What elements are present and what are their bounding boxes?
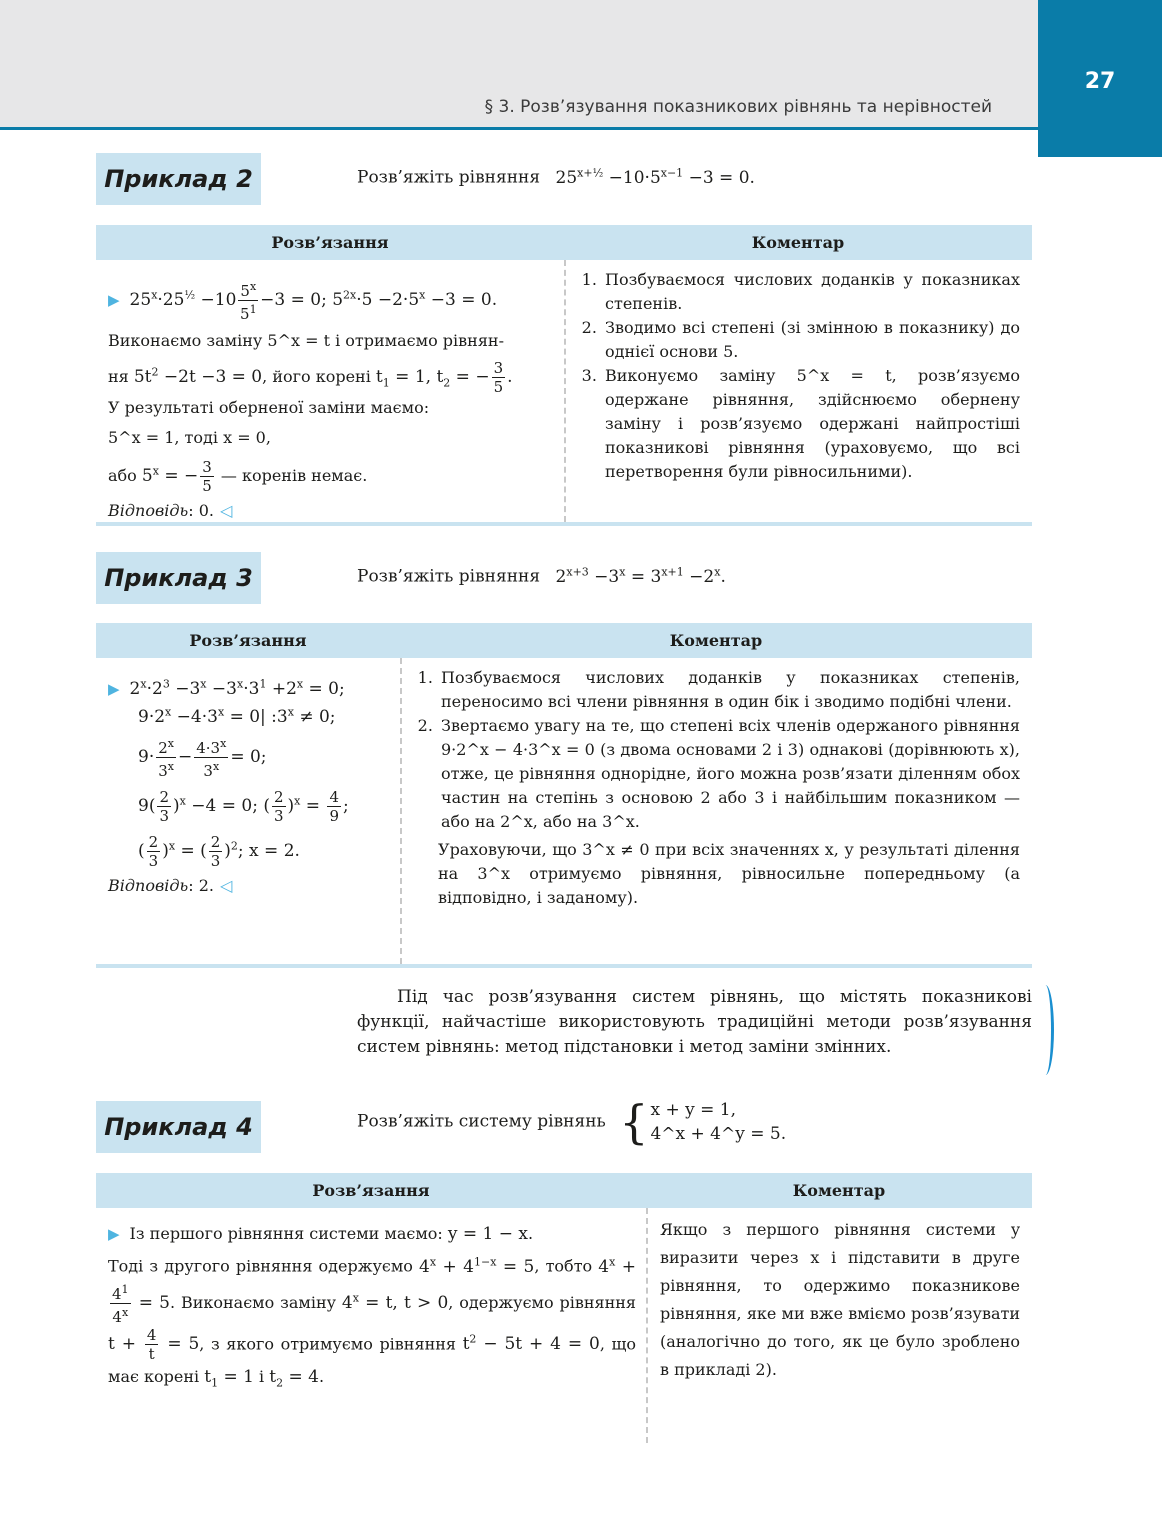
answer-value: : 2. — [188, 876, 214, 896]
comment-cell — [646, 1208, 1032, 1443]
example-3-task — [357, 565, 726, 587]
col-comment-header: Коментар — [792, 1181, 886, 1200]
solution-cell — [96, 1208, 646, 1443]
table-body — [96, 658, 1032, 964]
play-bullet-icon: ▶ — [108, 679, 120, 698]
solution-line: Виконаємо заміну 5^x = t і отримаємо рівнян- — [108, 331, 504, 350]
col-solution-header: Розв’язання — [189, 631, 307, 650]
solution-line: ▶ $25^x\cdot 25^{\frac{1}{2}} -10$ $\frac{5^x}{5^1}$ −3 = 0; $5^{2x}\cdot 5 -2\cdot 5^x -3 = 0$. — [108, 280, 498, 323]
page-header-title: § 3. Розв’язування показникових рівнянь та нерівностей — [484, 97, 992, 117]
table-bottom-rule — [96, 964, 1032, 968]
example-4-label: Приклад 4 — [96, 1101, 261, 1153]
example-2-task — [357, 166, 755, 188]
play-bullet-icon: ▶ — [108, 1225, 120, 1243]
answer-label: Відповідь — [108, 501, 189, 520]
comment-cell — [564, 260, 1032, 522]
play-bullet-icon: ▶ — [108, 291, 120, 309]
paragraph-text: Під час розв’язування систем рівнянь, що містять показникові функції, найчастіше використовують традиційні методи розв’язування систем рівнянь: метод підстановки і метод заміни змінних. — [357, 987, 1032, 1057]
margin-bracket — [1037, 985, 1054, 1075]
comment-text: Якщо з першого рівняння системи y виразити через x і підставити в друге рівняння, то одержимо показникове рівняння, яке ми вже вміємо розв’язувати (аналогічно до того, як це було зроблено в прикладі 2). — [660, 1220, 1020, 1379]
brace-icon: { — [619, 1095, 649, 1149]
answer-line — [108, 499, 554, 523]
col-solution-header: Розв’язання — [312, 1181, 430, 1200]
comment-item: 2. Зводимо всі степені (зі змінною в показнику) до однієї основи 5. — [602, 316, 1020, 364]
solution-line: 9( $\frac{2}{3}$ )$^x$ −4 = 0; ( $\frac{2}{3}$ )$^x$ = $\frac{4}{9}$ ; — [138, 788, 349, 826]
example-4-task — [357, 1095, 787, 1149]
comment-item: 1. Позбуваємося числових доданків у показниках степенів. — [602, 268, 1020, 316]
comment-list — [414, 666, 1020, 834]
solution-line: $9\cdot 2^x -4\cdot 3^x = 0|$ $:3^x \ne 0$; — [138, 705, 336, 728]
comment-item: 2. Звертаємо увагу на те, що степені всіх членів одержаного рівняння 9·2^x − 4·3^x = 0 (з двома основами 2 і 3) однакові (дорівнюють x), отже, це рівняння однорідне, його можна розв’язати діленням обох частин на степінь з основою 2 або 3 і найбільшим показником — або на 2^x, або на 3^x. — [438, 714, 1020, 834]
example-3-table — [96, 623, 1032, 964]
example-3-label: Приклад 3 — [96, 552, 261, 604]
system-line-2: 4^x + 4^y = 5. — [650, 1124, 787, 1144]
system-line-1: x + y = 1, — [650, 1100, 736, 1120]
example-2-table — [96, 225, 1032, 522]
solution-line: Тоді з другого рівняння одержуємо $4^x + 4^{1-x} = 5$, тобто $4^x$ + $\frac{4^1}{4^x}$ = 5. Виконаємо заміну $4^x = t$, t > 0, одержуємо рівняння t + $\frac{4}{t}$ = 5, з якого отримуємо рівняння $t^2 - 5t + 4 = 0$, що має корені $t_1 = 1$ і $t_2 = 4$. — [108, 1255, 637, 1390]
answer-value: : 0. — [188, 501, 214, 520]
answer-label: Відповідь — [108, 876, 189, 896]
page-number: 27 — [1038, 0, 1162, 157]
task-formula: $2^{x+3} -3^x = 3^{x+1} -2^x$. — [555, 565, 726, 587]
task-text: Розв’яжіть рівняння — [357, 167, 541, 188]
end-triangle-icon: ◁ — [219, 876, 233, 896]
header-rule — [0, 127, 1038, 130]
answer-line — [108, 874, 390, 898]
end-triangle-icon: ◁ — [219, 501, 233, 520]
comment-item: 1. Позбуваємося числових доданків у показниках степенів, переносимо всі члени рівняння в один бік і зводимо подібні члени. — [438, 666, 1020, 714]
solution-line: 5^x = 1, тоді x = 0, — [108, 428, 271, 447]
table-body — [96, 260, 1032, 522]
task-formula: $25^{x+\frac{1}{2}} -10\cdot 5^{x-1} -3 = 0$. — [555, 166, 755, 188]
solution-line: 9· $\frac{2^x}{3^x}$ − $\frac{4\cdot 3^x}{3^x}$ = 0; — [138, 737, 267, 781]
solution-line: ▶ $2^x\cdot 2^3 -3^x -3^x\cdot 3^1 +2^x = 0$; — [108, 677, 345, 699]
example-2-label: Приклад 2 — [96, 153, 261, 205]
task-text: Розв’яжіть систему рівнянь — [357, 1111, 606, 1132]
table-body — [96, 1208, 1032, 1443]
table-header — [96, 225, 1032, 260]
solution-line: ня $5t^2 -2t -3 = 0$, його корені $t_1 = 1$, $t_2$ = − $\frac{3}{5}$ . — [108, 359, 513, 396]
solution-cell — [96, 260, 564, 522]
table-header — [96, 623, 1032, 658]
table-bottom-rule — [96, 522, 1032, 526]
solution-line: або $5^x$ = − $\frac{3}{5}$ — коренів немає. — [108, 458, 368, 495]
solution-line: ( $\frac{2}{3}$ )$^x$ = ( $\frac{2}{3}$ )$^2$; x = 2. — [138, 833, 300, 871]
system-methods-paragraph — [357, 985, 1032, 1060]
comment-cell — [400, 658, 1032, 964]
solution-line: У результаті оберненої заміни маємо: — [108, 398, 430, 417]
solution-cell — [96, 658, 400, 964]
comment-item: 3. Виконуємо заміну 5^x = t, розв’язуємо одержане рівняння, здійснюємо обернену заміну і розв’язуємо одержані найпростіші показникові рівняння (ураховуємо, що всі перетворення були рівносильними). — [602, 364, 1020, 484]
system-of-equations — [619, 1095, 787, 1149]
example-4-table — [96, 1173, 1032, 1443]
solution-line: ▶ Із першого рівняння системи маємо: y = 1 − x. — [108, 1224, 534, 1244]
table-header — [96, 1173, 1032, 1208]
col-solution-header: Розв’язання — [271, 233, 389, 252]
comment-tail: Ураховуючи, що 3^x ≠ 0 при всіх значеннях x, у результаті ділення на 3^x отримуємо рівняння, рівносильне попередньому (а відповідно, і заданому). — [438, 840, 1020, 907]
col-comment-header: Коментар — [751, 233, 845, 252]
task-text: Розв’яжіть рівняння — [357, 566, 541, 587]
col-comment-header: Коментар — [669, 631, 763, 650]
comment-list — [578, 268, 1020, 484]
